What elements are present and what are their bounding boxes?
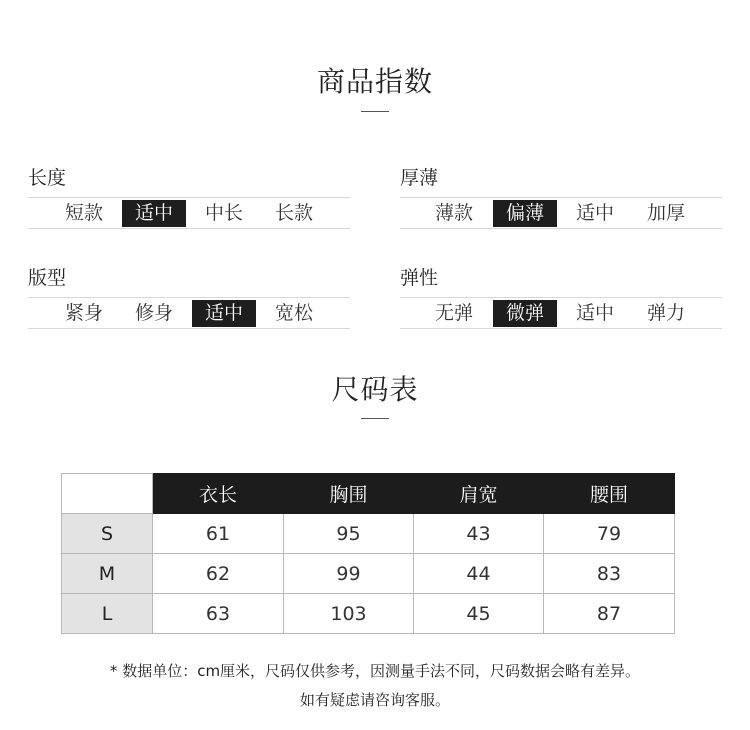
option-elasticity-medium: 适中: [575, 302, 614, 324]
option-thickness-thin: 薄款: [434, 202, 473, 224]
options-fit: [28, 297, 350, 329]
size-label-s: S: [62, 514, 153, 554]
option-elasticity-none: 无弹: [434, 302, 473, 324]
table-cell: 95: [284, 514, 414, 554]
size-label-m: M: [62, 554, 153, 594]
options-elasticity: [400, 297, 722, 329]
option-elasticity-stretch: 弹力: [646, 302, 685, 324]
option-length-short: 短款: [64, 202, 103, 224]
group-label-thickness: 厚薄: [400, 167, 439, 189]
table-cell: 87: [544, 594, 675, 634]
table-row: [62, 554, 675, 594]
column-header-length: 衣长: [153, 474, 284, 514]
table-cell: 43: [414, 514, 544, 554]
table-cell: 63: [153, 594, 284, 634]
option-fit-slim: 修身: [134, 302, 173, 324]
size-table-corner-cell: [62, 474, 153, 514]
options-length: [28, 197, 350, 229]
table-cell: 99: [284, 554, 414, 594]
size-chart-title: 尺码表: [331, 373, 419, 406]
table-row: [62, 514, 675, 554]
table-cell: 44: [414, 554, 544, 594]
column-header-chest: 胸围: [284, 474, 414, 514]
measurement-note: * 数据单位：cm厘米，尺码仅供参考，因测量手法不同，尺码数据会略有差异。: [109, 662, 641, 680]
option-thickness-slightly-thin-selected: 偏薄: [493, 200, 557, 227]
column-header-shoulder: 肩宽: [414, 474, 544, 514]
group-label-fit: 版型: [28, 267, 67, 289]
table-cell: 79: [544, 514, 675, 554]
column-header-waist: 腰围: [544, 474, 675, 514]
option-fit-loose: 宽松: [274, 302, 313, 324]
table-cell: 45: [414, 594, 544, 634]
size-label-l: L: [62, 594, 153, 634]
table-cell: 83: [544, 554, 675, 594]
size-table-header-row: [62, 474, 675, 514]
option-fit-regular-selected: 适中: [192, 300, 256, 327]
contact-note: 如有疑虑请咨询客服。: [299, 691, 450, 709]
index-title-rule: [361, 111, 389, 112]
table-row: [62, 594, 675, 634]
option-length-long: 长款: [274, 202, 313, 224]
table-cell: 62: [153, 554, 284, 594]
table-cell: 103: [284, 594, 414, 634]
size-chart-title-rule: [361, 418, 389, 419]
option-length-mid-long: 中长: [204, 202, 243, 224]
options-thickness: [400, 197, 722, 229]
table-cell: 61: [153, 514, 284, 554]
option-length-medium-selected: 适中: [122, 200, 186, 227]
index-title: 商品指数: [316, 65, 433, 98]
option-thickness-medium: 适中: [575, 202, 614, 224]
option-fit-tight: 紧身: [64, 302, 103, 324]
size-table: [61, 473, 675, 634]
option-thickness-thick: 加厚: [646, 202, 685, 224]
option-elasticity-slight-selected: 微弹: [493, 300, 557, 327]
group-label-length: 长度: [28, 167, 67, 189]
group-label-elasticity: 弹性: [400, 267, 439, 289]
